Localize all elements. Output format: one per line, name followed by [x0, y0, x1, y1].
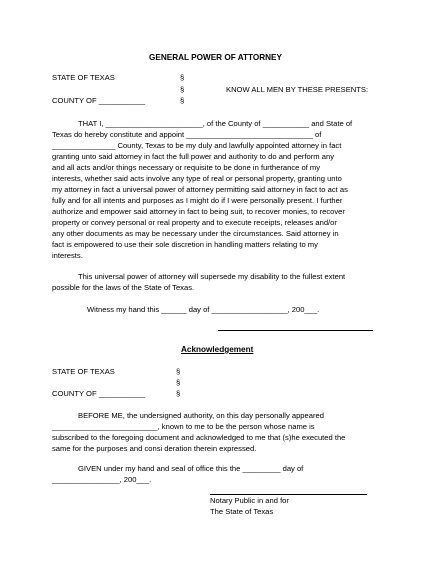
- body-line: interests, whether said acts involve any type of real or personal property, granting unto: [52, 174, 342, 183]
- body-line: fact is empowered to use their sole discretion in handling matters relating to my: [52, 240, 318, 249]
- body-line: granting unto said attorney in fact the full power and authority to do and perform any: [52, 152, 334, 161]
- section-symbol: §: [176, 389, 181, 398]
- acknowledgement-heading: Acknowledgement: [181, 345, 254, 354]
- body-line: interests.: [52, 251, 83, 260]
- given-line: ________________, 200___.: [52, 475, 152, 484]
- section-symbol: §: [176, 367, 181, 376]
- witness-line: Witness my hand this ______ day of __________________, 200___.: [87, 305, 320, 314]
- universal-line: possible for the laws of the State of Texas.: [52, 283, 195, 292]
- before-me-line: subscribed to the foregoing document and acknowledged to me that (s)he executed the: [52, 433, 346, 442]
- before-me-line: same for the purposes and consi deration therein expressed.: [52, 444, 257, 453]
- before-me-line: BEFORE ME, the undersigned authority, on this day personally appeared: [78, 411, 324, 420]
- county-line: COUNTY OF ___________: [52, 96, 146, 105]
- signature-line: [218, 330, 373, 331]
- section-symbol: §: [180, 73, 185, 82]
- ack-state-line: STATE OF TEXAS: [52, 367, 115, 376]
- section-symbol: §: [180, 85, 185, 94]
- universal-line: This universal power of attorney will supersede my disability to the fullest extent: [78, 272, 346, 281]
- body-line: my attorney in fact a universal power of attorney permitting said attorney in fact to act as: [52, 185, 348, 194]
- know-all-men-text: KNOW ALL MEN BY THESE PRESENTS:: [226, 85, 369, 94]
- body-line: any other documents as may be necessary under the circumstances. Said attorney in: [52, 229, 339, 238]
- before-me-line: _________________________, known to me to be the person whose name is: [52, 422, 315, 431]
- body-line: _______________ County, Texas to be my duly and lawfully appointed attorney in fact: [52, 141, 342, 150]
- document-title: GENERAL POWER OF ATTORNEY: [149, 53, 282, 62]
- body-line: authorize and empower said attorney in fact to being suit, to recover monies, to recover: [52, 207, 345, 216]
- notary-signature-line: [210, 494, 367, 495]
- given-line: GIVEN under my hand and seal of office this the _________ day of: [78, 464, 304, 473]
- body-line: Texas do hereby constitute and appoint ______________________________ of: [52, 130, 322, 139]
- body-line: THAT I, _______________________, of the County of ___________ and State of: [78, 119, 353, 128]
- state-line: STATE OF TEXAS: [52, 73, 115, 82]
- ack-county-line: COUNTY OF ___________: [52, 389, 146, 398]
- section-symbol: §: [176, 378, 181, 387]
- body-line: fully and for all intents and purposes as I might do if I were personally present. I further: [52, 196, 343, 205]
- body-line: and all acts and/or things necessary or requisite to be done in furtherance of my: [52, 163, 321, 172]
- notary-line: Notary Public in and for: [210, 496, 289, 505]
- section-symbol: §: [180, 96, 185, 105]
- body-line: property or convey personal or real property and to execute receipts, releases and/or: [52, 218, 337, 227]
- notary-line: The State of Texas: [210, 507, 274, 516]
